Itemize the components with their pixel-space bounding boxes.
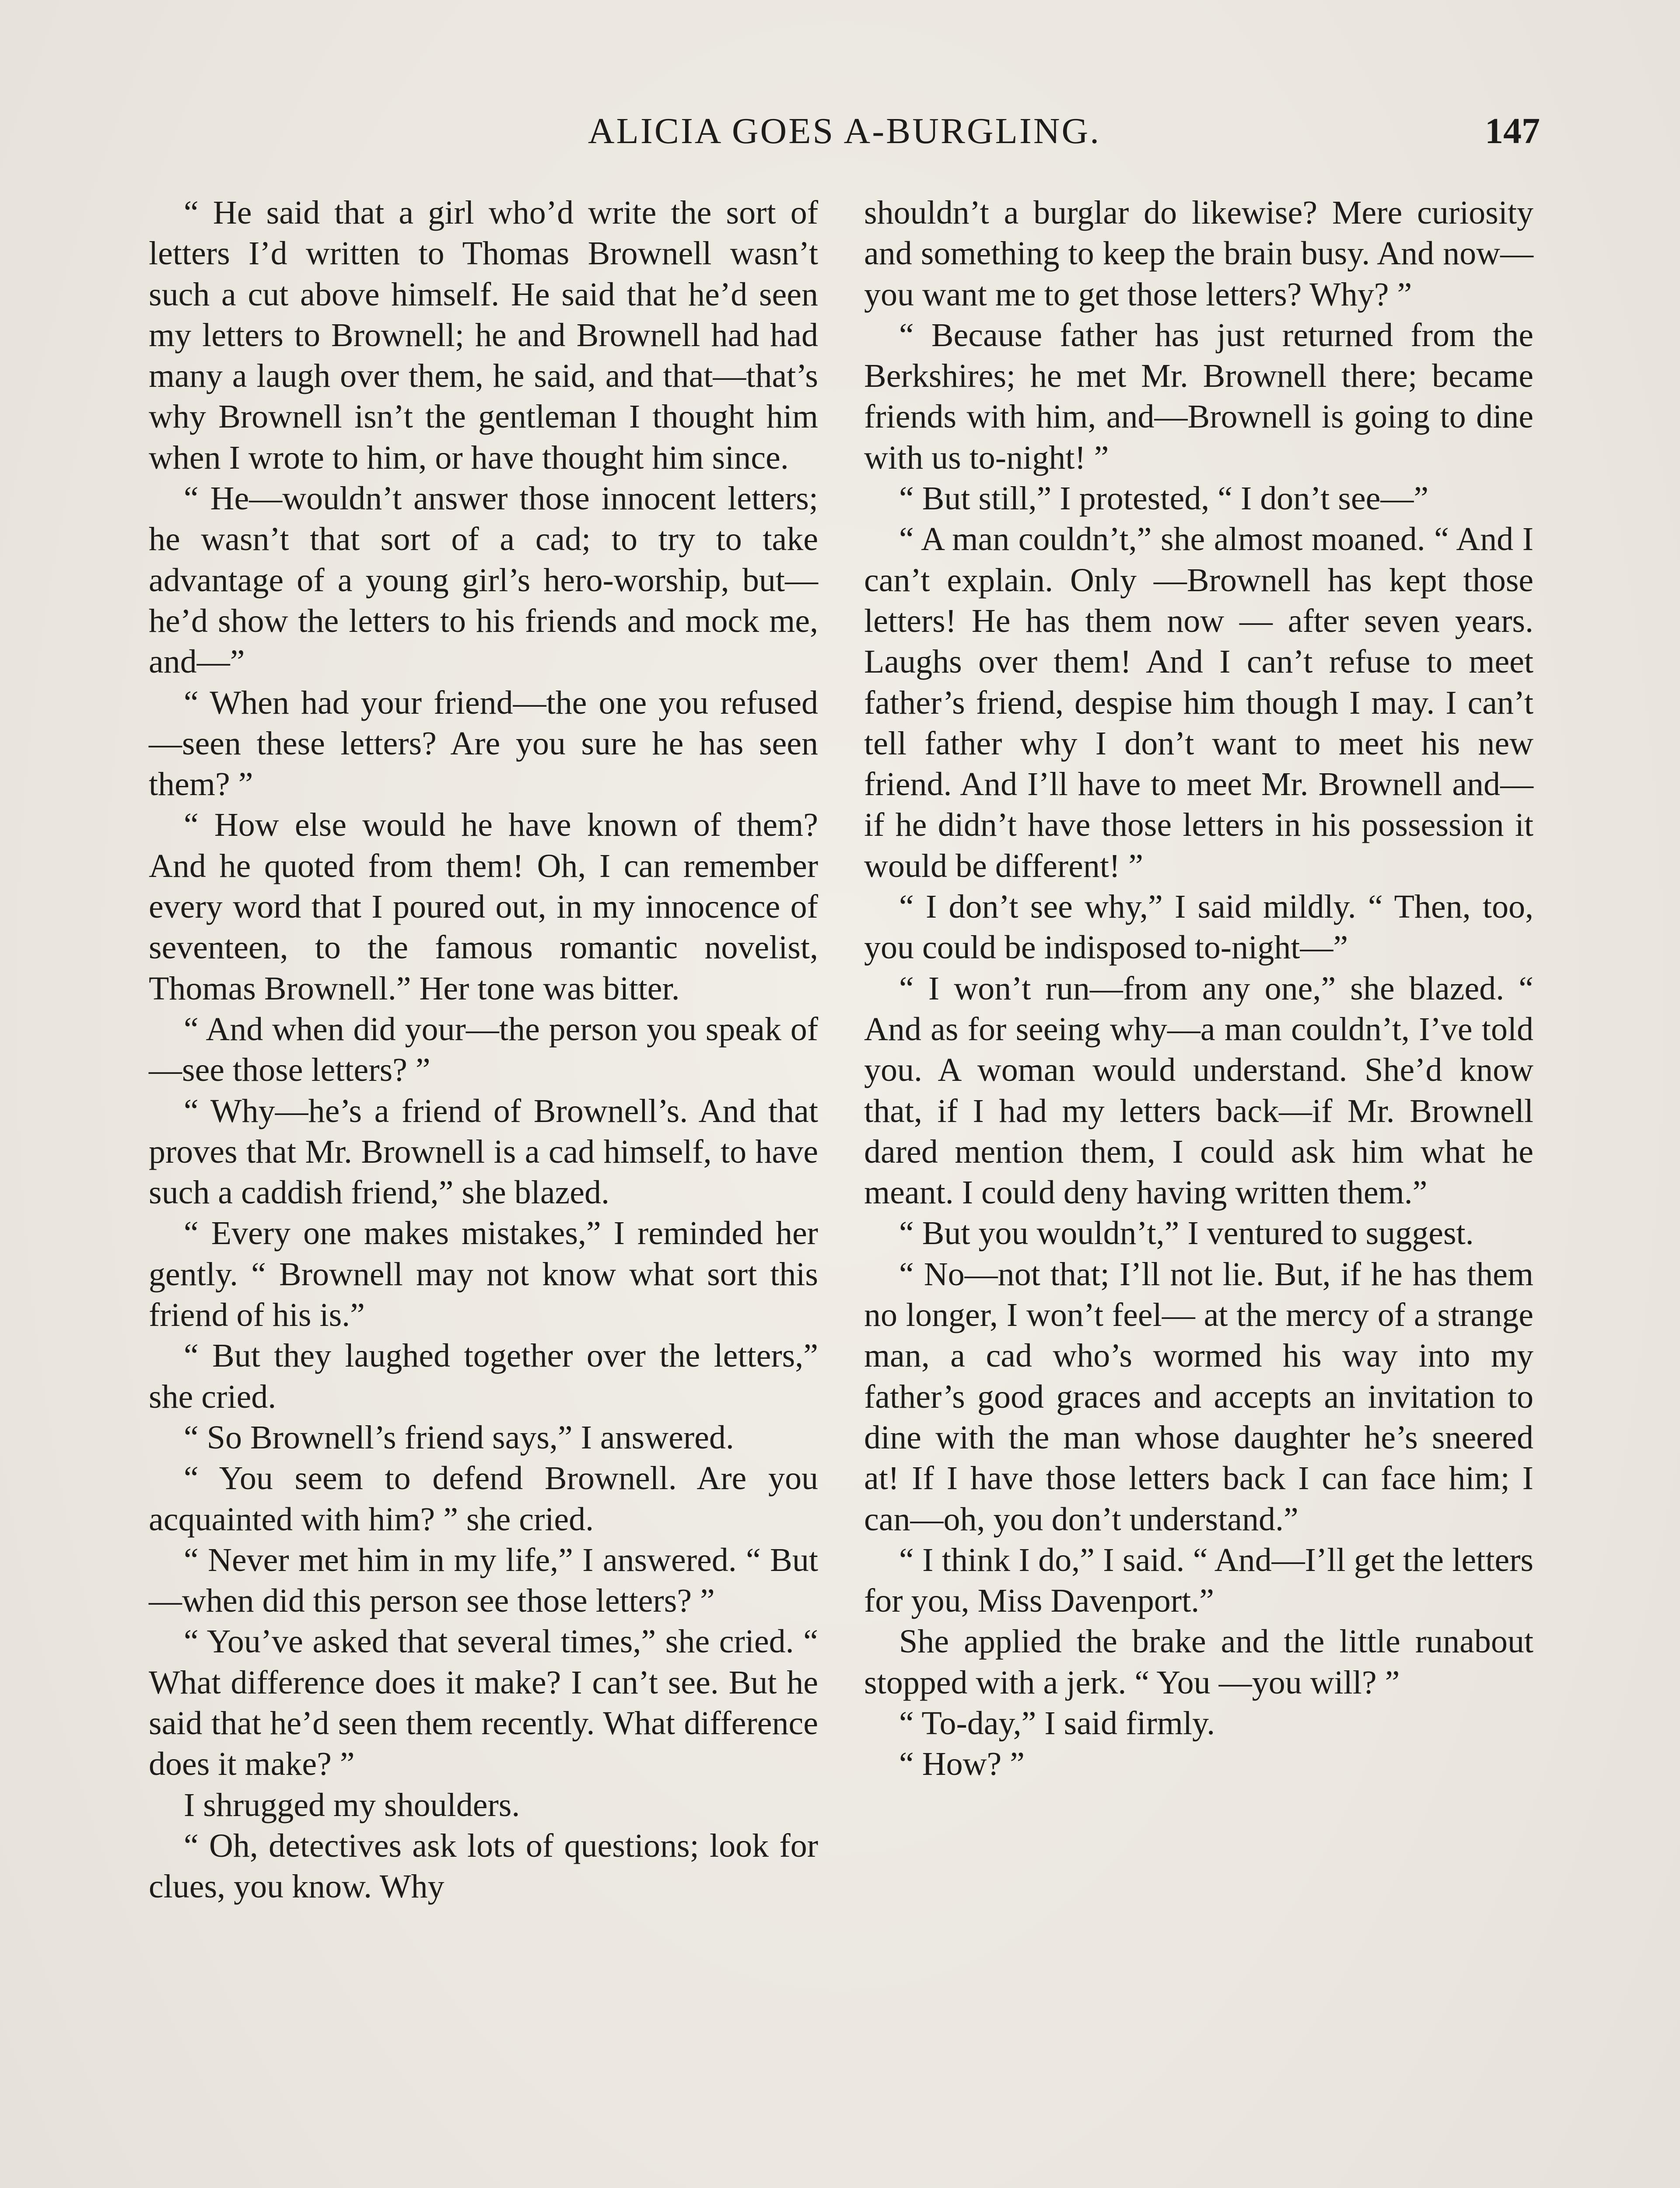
paragraph: “ So Brownell’s friend says,” I answered. — [184, 1419, 734, 1456]
running-title: ALICIA GOES A-BURGLING. — [588, 111, 1101, 151]
paragraph: “ How? ” — [899, 1746, 1025, 1783]
paragraph-continuation: shouldn’t a burglar do likewise? Mere curiosity and something to keep the brain busy. And now—you want me to get those letters? Why? ” — [864, 194, 1533, 313]
paragraph: “ He said that a girl who’d write the sort of letters I’d written to Thomas Brownell wasn’t such a cut above himself. He said that he’d seen my letters to Brownell; he and Brownell had had many a laugh over them, he said, and that—that’s why Brownell isn’t the gentleman I thought him when I wrote to him, or have thought him since. — [149, 194, 818, 476]
paragraph: “ He—wouldn’t answer those innocent letters; he wasn’t that sort of a cad; to try to take advantage of a young girl’s hero-worship, but—he’d show the letters to his friends and mock me, and—” — [149, 480, 818, 680]
page-number: 147 — [1485, 111, 1540, 151]
paragraph: “ A man couldn’t,” she almost moaned. “ And I can’t explain. Only —Brownell has kept those letters! He has them now — after seven years. Laughs over them! And I can’t refuse to meet father’s friend, despise him though I may. I can’t tell father why I don’t want to meet his new friend. And I’ll have to meet Mr. Brownell and—if he didn’t have those letters in his possession it would be different! ” — [864, 521, 1533, 884]
paragraph: “ I won’t run—from any one,” she blazed. “ And as for seeing why—a man couldn’t, I’ve told you. A woman would understand. She’d know that, if I had my letters back—if Mr. Brownell dared mention them, I could ask him what he meant. I could deny having written them.” — [864, 970, 1533, 1211]
paragraph: “ I don’t see why,” I said mildly. “ Then, too, you could be indisposed to-night—” — [864, 888, 1533, 966]
paragraph: “ But you wouldn’t,” I ventured to suggest. — [899, 1215, 1474, 1252]
paragraph: I shrugged my shoulders. — [184, 1786, 520, 1823]
paragraph: “ I think I do,” I said. “ And—I’ll get the letters for you, Miss Davenport.” — [864, 1541, 1533, 1620]
paragraph: “ You seem to defend Brownell. Are you acquainted with him? ” she cried. — [149, 1460, 818, 1538]
paragraph: “ Oh, detectives ask lots of questions; look for clues, you know. Why — [149, 1827, 818, 1905]
paragraph: “ How else would he have known of them? And he quoted from them! Oh, I can remember every word that I poured out, in my innocence of seventeen, to the famous romantic novelist, Thomas Brownell.” Her tone was bitter. — [149, 806, 818, 1007]
paragraph: “ You’ve asked that several times,” she cried. “ What difference does it make? I can’t see. But he said that he’d seen them recently. What difference does it make? ” — [149, 1623, 818, 1783]
right-column — [864, 193, 1533, 1785]
paragraph: “ No—not that; I’ll not lie. But, if he has them no longer, I won’t feel— at the mercy of a strange man, a cad who’s wormed his way into my father’s good graces and accepts an invitation to dine with the man whose daughter he’s sneered at! If I have those letters back I can face him; I can—oh, you don’t understand.” — [864, 1255, 1533, 1538]
paragraph: “ Every one makes mistakes,” I reminded her gently. “ Brownell may not know what sort this friend of his is.” — [149, 1215, 818, 1334]
paragraph: “ When had your friend—the one you refused—seen these letters? Are you sure he has seen them? ” — [149, 684, 818, 803]
paragraph: She applied the brake and the little runabout stopped with a jerk. “ You —you will? ” — [864, 1623, 1533, 1701]
paragraph: “ To-day,” I said firmly. — [899, 1704, 1215, 1742]
running-head — [149, 109, 1540, 153]
paragraph: “ And when did your—the person you speak of—see those letters? ” — [149, 1010, 818, 1089]
paragraph: “ But still,” I protested, “ I don’t see—” — [899, 480, 1429, 517]
paragraph: “ Why—he’s a friend of Brownell’s. And that proves that Mr. Brownell is a cad himself, to have such a caddish friend,” she blazed. — [149, 1092, 818, 1211]
left-column — [149, 193, 818, 1907]
paragraph: “ Because father has just returned from the Berkshires; he met Mr. Brownell there; became friends with him, and—Brownell is going to dine with us to-night! ” — [864, 316, 1533, 476]
paragraph: “ Never met him in my life,” I answered. “ But—when did this person see those letters? ” — [149, 1541, 818, 1620]
paragraph: “ But they laughed together over the letters,” she cried. — [149, 1337, 818, 1415]
